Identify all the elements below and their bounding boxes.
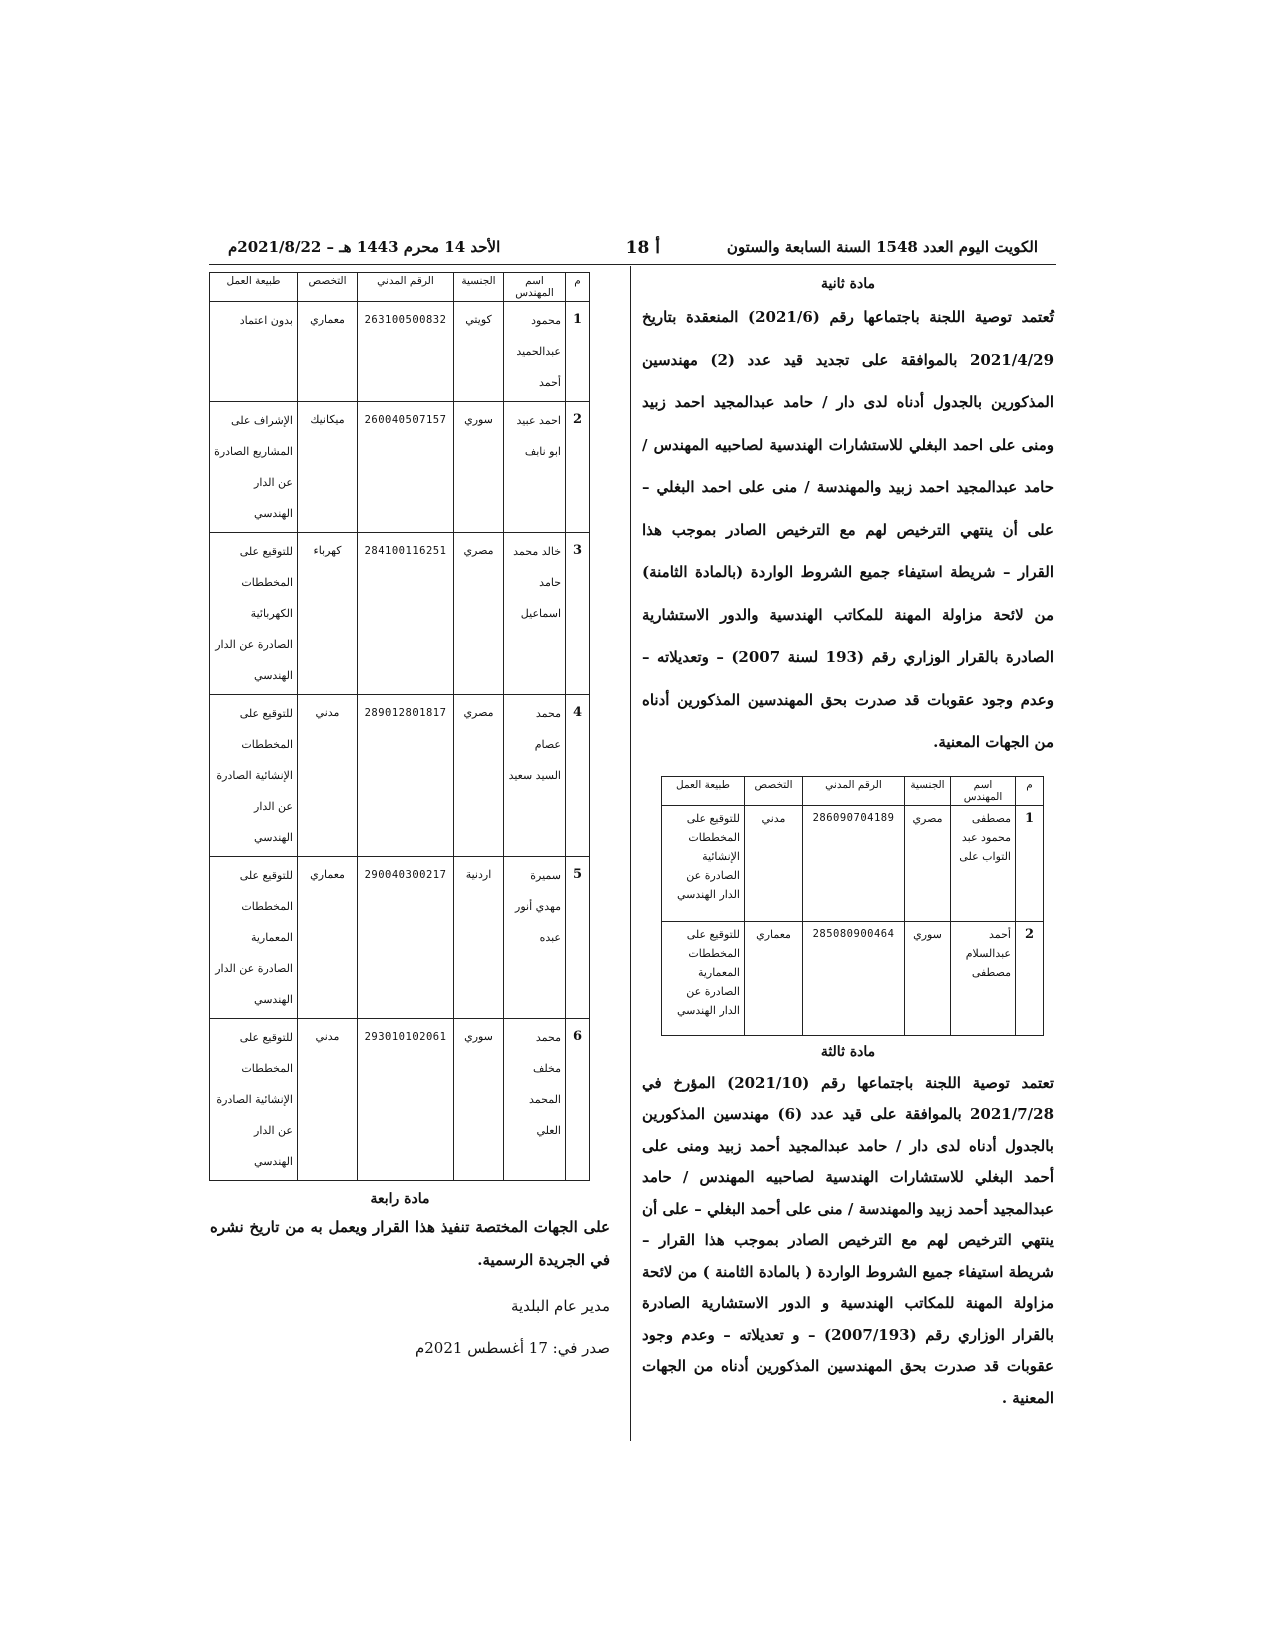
work-nature: بدون اعتماد (210, 302, 298, 402)
nationality: مصري (454, 695, 504, 857)
header-nationality: الجنسية (905, 776, 951, 805)
table-header-row (210, 273, 590, 302)
table-row (210, 302, 590, 402)
article-2-text: تُعتمد توصية اللجنة باجتماعها رقم (2021/6) المنعقدة بتاريخ 2021/4/29 بالموافقة على تجديد قيد عدد (2) مهندسين المذكورين بالجدول أدناه لدى دار / حامد عبدالمجيد احمد زبيد ومنى على احمد البغلي للاستشارات الهندسية لصاحبيه المهندس / حامد عبدالمجيد احمد زبيد والمهندسة / منى على احمد البغلي – على أن ينتهي الترخيص لهم مع الترخيص الصادر بموجب هذا القرار – شريطة استيفاء جميع الشروط الواردة (بالمادة الثامنة) من لائحة مزاولة المهنة للمكاتب الهندسية والدور الاستشارية الصادرة بالقرار الوزاري رقم (193 لسنة 2007) – وتعديلاته – وعدم وجود عقوبات قد صدرت بحق المهندسين المذكورين أدناه من الجهات المعنية. (642, 308, 1055, 751)
table-row (210, 1019, 590, 1181)
nationality: مصري (454, 533, 504, 695)
specialty: مدني (298, 1019, 358, 1181)
article-2-title: مادة ثانية (821, 276, 875, 292)
work-nature: للتوقيع على المخططات الإنشائية الصادرة عن الدار الهندسي (210, 695, 298, 857)
engineer-name: محمد عصام السيد سعيد (504, 695, 566, 857)
work-nature: للتوقيع على المخططات الكهربائية الصادرة عن الدار الهندسي (210, 533, 298, 695)
specialty: معماري (298, 857, 358, 1019)
left-column (210, 272, 610, 1357)
signature-title: مدير عام البلدية (510, 1297, 610, 1315)
column-divider (630, 266, 631, 1441)
table-row (662, 921, 1044, 1035)
specialty: كهرباء (298, 533, 358, 695)
header-civil-id: الرقم المدني (803, 776, 905, 805)
row-number: 4 (566, 695, 590, 857)
nationality: سوري (454, 402, 504, 533)
engineer-name: احمد عبيد ابو نابف (504, 402, 566, 533)
header-work: طبيعة العمل (210, 273, 298, 302)
article-3-table (209, 272, 590, 1181)
civil-id: 260040507157 (358, 402, 454, 533)
nationality: سوري (454, 1019, 504, 1181)
row-number: 2 (566, 402, 590, 533)
engineer-name: محمود عبدالحميد أحمد (504, 302, 566, 402)
header-divider (209, 264, 1056, 265)
work-nature: الإشراف على المشاريع الصادرة عن الدار الهندسي (210, 402, 298, 533)
publication-info: الكويت اليوم العدد 1548 السنة السابعة والستون (726, 238, 1038, 256)
engineer-name: خالد محمد حامد اسماعيل (504, 533, 566, 695)
row-number: 6 (566, 1019, 590, 1181)
work-nature: للتوقيع على المخططات المعمارية الصادرة عن الدار الهندسي (662, 921, 745, 1035)
article-4-title: مادة رابعة (370, 1191, 430, 1207)
civil-id: 289012801817 (358, 695, 454, 857)
engineer-name: سميرة مهدي أنور عبده (504, 857, 566, 1019)
civil-id: 293010102061 (358, 1019, 454, 1181)
issue-date-note: صدر في: 17 أغسطس 2021م (414, 1339, 610, 1357)
specialty: مدني (745, 805, 803, 921)
civil-id: 290040300217 (358, 857, 454, 1019)
civil-id: 286090704189 (803, 805, 905, 921)
work-nature: للتوقيع على المخططات الإنشائية الصادرة عن الدار الهندسي (662, 805, 745, 921)
engineer-name: مصطفى محمود عبد التواب على (951, 805, 1016, 921)
civil-id: 284100116251 (358, 533, 454, 695)
table-row (210, 402, 590, 533)
article-2-table (661, 776, 1044, 1036)
specialty: معماري (745, 921, 803, 1035)
page-number: أ 18 (625, 238, 660, 258)
specialty: معماري (298, 302, 358, 402)
row-number: 3 (566, 533, 590, 695)
header-work: طبيعة العمل (662, 776, 745, 805)
header-no: م (1016, 776, 1044, 805)
right-column (642, 276, 1054, 1414)
article-3-text: تعتمد توصية اللجنة باجتماعها رقم (2021/10) المؤرخ في 2021/7/28 بالموافقة على قيد عدد (6) مهندسين المذكورين بالجدول أدناه لدى دار / حامد عبدالمجيد أحمد زبيد ومنى على أحمد البغلي للاستشارات الهندسية لصاحبيه المهندس / حامد عبدالمجيد أحمد زبيد والمهندسة / منى على أحمد البغلي – على أن ينتهي الترخيص لهم مع الترخيص الصادر بموجب هذا القرار – شريطة استيفاء جميع الشروط الواردة ( بالمادة الثامنة ) من لائحة مزاولة المهنة للمكاتب الهندسية و الدور الاستشارية الصادرة بالقرار الوزاري رقم (2007/193) – و تعديلاته – وعدم وجود عقوبات قد صدرت بحق المهندسين المذكورين أدناه من الجهات المعنية . (642, 1073, 1055, 1407)
table-row (662, 805, 1044, 921)
header-name: اسم المهندس (951, 776, 1016, 805)
header-nationality: الجنسية (454, 273, 504, 302)
work-nature: للتوقيع على المخططات المعمارية الصادرة عن الدار الهندسي (210, 857, 298, 1019)
engineer-name: محمد مخلف المحمد العلي (504, 1019, 566, 1181)
header-no: م (566, 273, 590, 302)
header-specialty: التخصص (745, 776, 803, 805)
work-nature: للتوقيع على المخططات الإنشائية الصادرة عن الدار الهندسي (210, 1019, 298, 1181)
specialty: مدني (298, 695, 358, 857)
specialty: ميكانيك (298, 402, 358, 533)
civil-id: 263100500832 (358, 302, 454, 402)
header-name: اسم المهندس (504, 273, 566, 302)
row-number: 5 (566, 857, 590, 1019)
issue-date: الأحد 14 محرم 1443 هـ – 2021/8/22م (228, 238, 501, 256)
table-header-row (662, 776, 1044, 805)
table-row (210, 533, 590, 695)
engineer-name: أحمد عبدالسلام مصطفى (951, 921, 1016, 1035)
civil-id: 285080900464 (803, 921, 905, 1035)
article-3-title: مادة ثالثة (820, 1043, 876, 1060)
nationality: سوري (905, 921, 951, 1035)
row-number: 1 (1016, 805, 1044, 921)
nationality: اردنية (454, 857, 504, 1019)
nationality: كويتي (454, 302, 504, 402)
header-specialty: التخصص (298, 273, 358, 302)
row-number: 2 (1016, 921, 1044, 1035)
table-row (210, 695, 590, 857)
table-row (210, 857, 590, 1019)
header-civil-id: الرقم المدني (358, 273, 454, 302)
row-number: 1 (566, 302, 590, 402)
article-4-text: على الجهات المختصة تنفيذ هذا القرار ويعمل به من تاريخ نشره في الجريدة الرسمية. (210, 1218, 610, 1269)
nationality: مصري (905, 805, 951, 921)
